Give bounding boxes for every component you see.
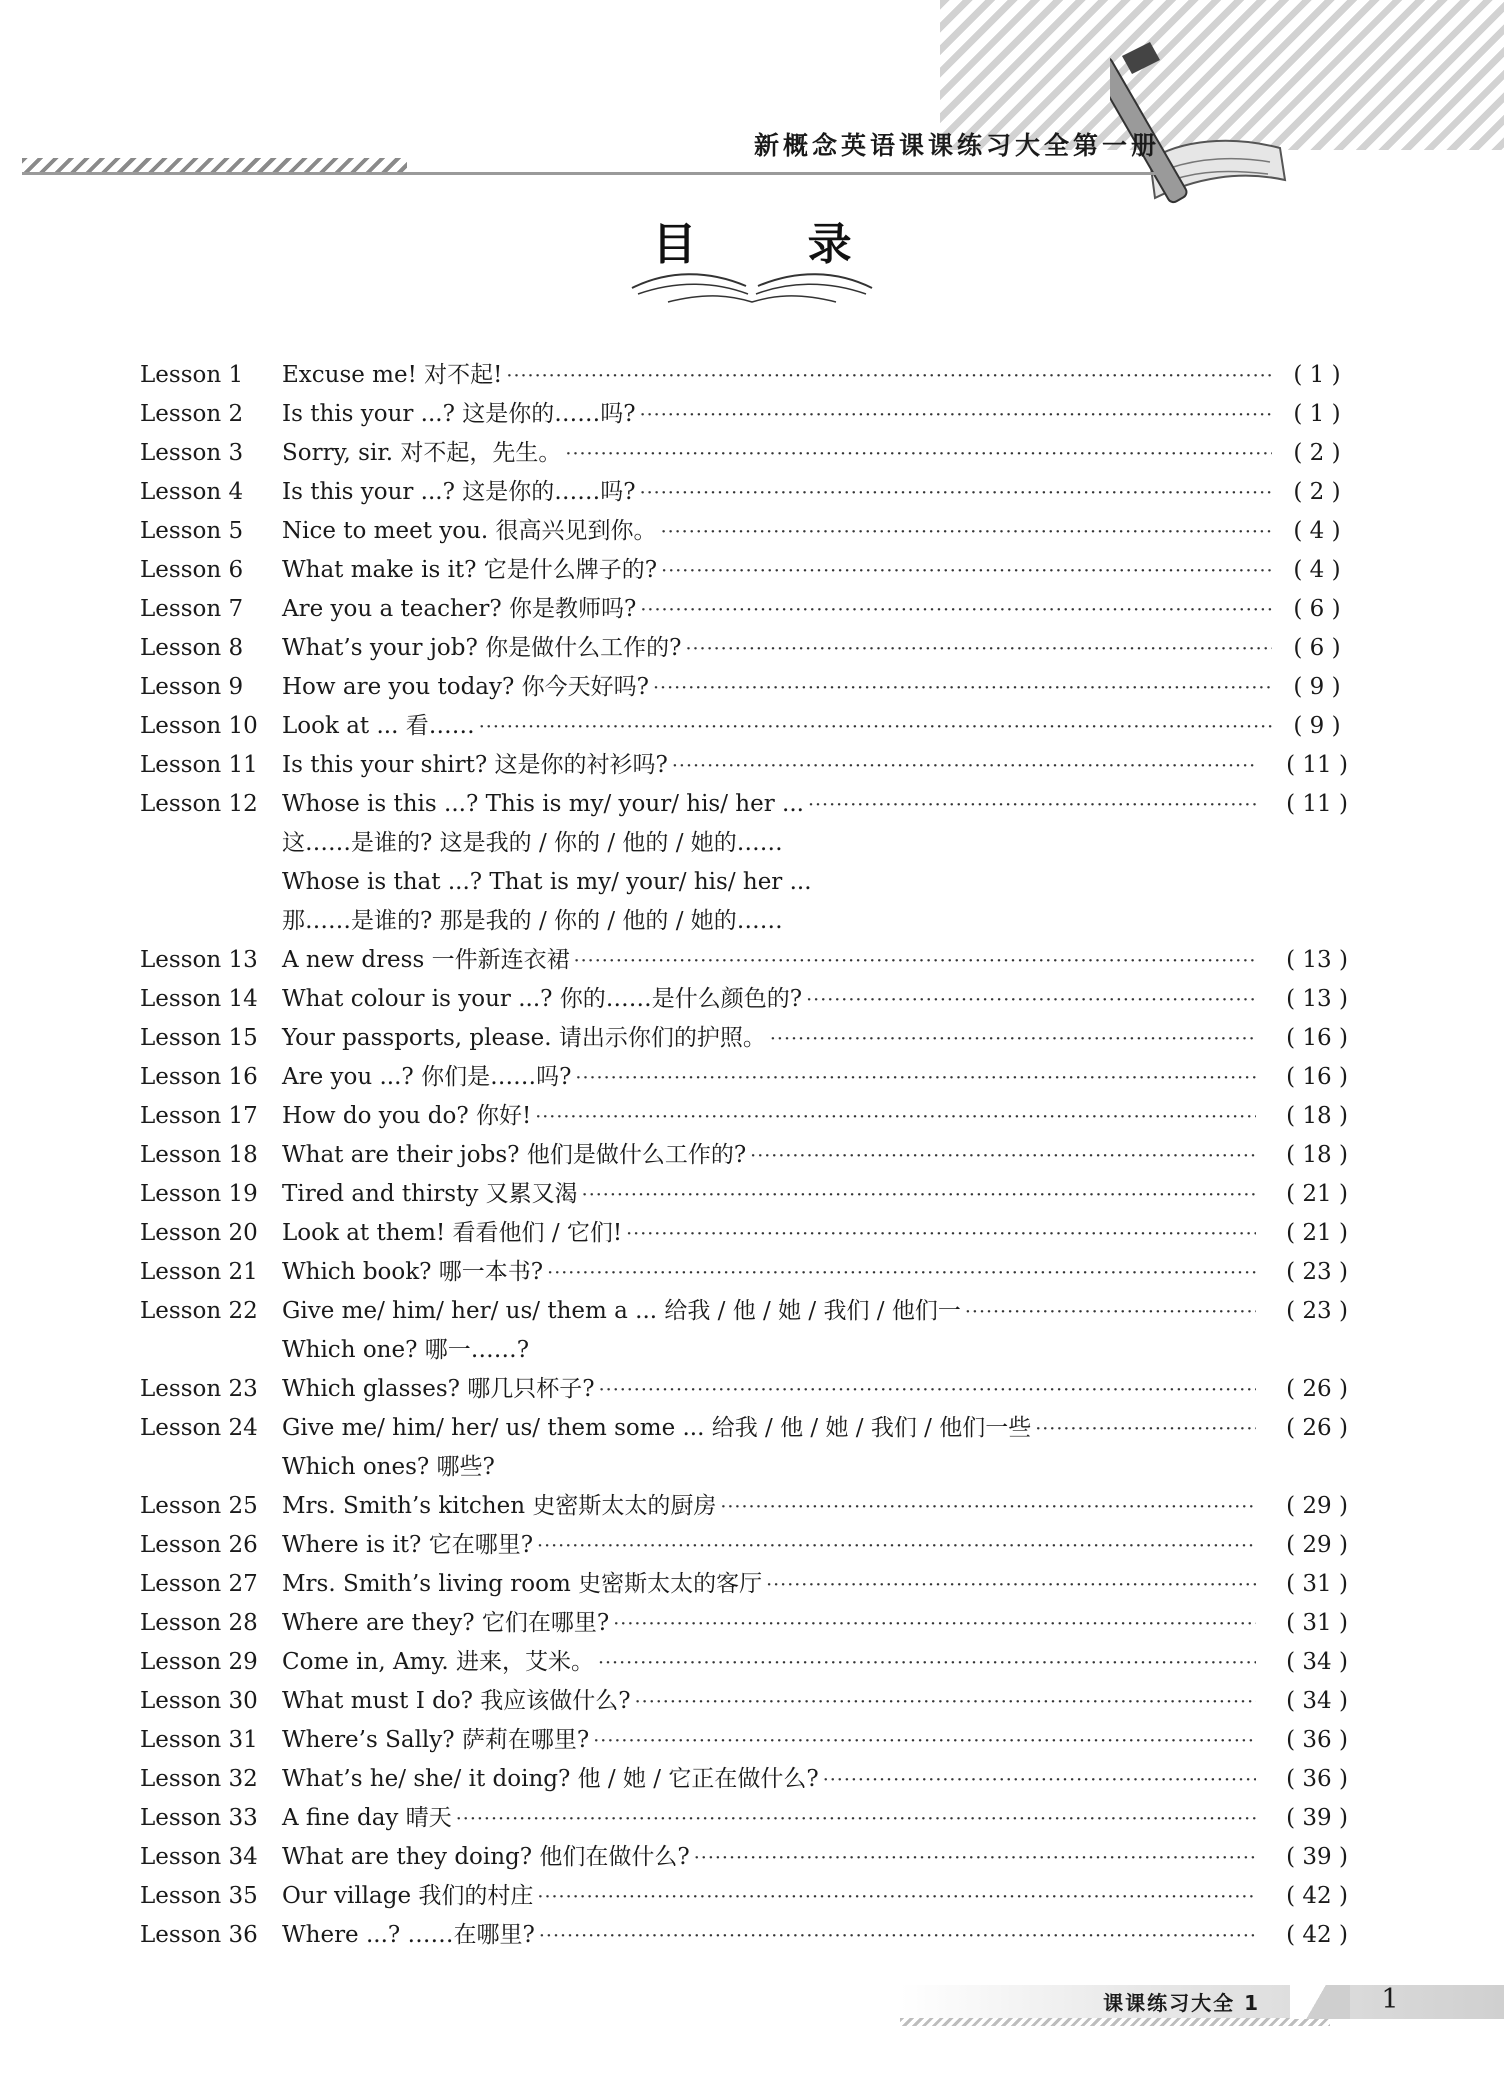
dot-leader xyxy=(694,1838,1256,1877)
page-ref: ( 2 ) xyxy=(1293,479,1341,505)
footer-tab-decoration xyxy=(1290,1985,1350,2019)
lesson-number: Lesson 12 xyxy=(140,791,258,817)
lesson-title: What’s your job? 你是做什么工作的? xyxy=(282,635,682,661)
toc-entry xyxy=(0,1799,1504,1838)
lesson-number: Lesson 25 xyxy=(140,1493,258,1519)
page-ref: ( 34 ) xyxy=(1286,1649,1348,1675)
lesson-title: Mrs. Smith’s kitchen 史密斯太太的厨房 xyxy=(282,1493,717,1519)
dot-leader xyxy=(720,1487,1256,1526)
lesson-title: How are you today? 你今天好吗? xyxy=(282,674,649,700)
page-ref: ( 4 ) xyxy=(1293,518,1341,544)
toc-entry xyxy=(0,1643,1504,1682)
page-ref: ( 36 ) xyxy=(1286,1766,1348,1792)
toc-entry-continuation xyxy=(0,863,1504,902)
lesson-number: Lesson 6 xyxy=(140,557,244,583)
flourish-ornament-icon xyxy=(628,266,876,308)
lesson-title: How do you do? 你好! xyxy=(282,1103,532,1129)
lesson-title: Which glasses? 哪几只杯子? xyxy=(282,1376,595,1402)
lesson-number: Lesson 30 xyxy=(140,1688,258,1714)
lesson-title: Look at them! 看看他们 / 它们! xyxy=(282,1220,623,1246)
lesson-number: Lesson 23 xyxy=(140,1376,258,1402)
lesson-title-continuation: Which one? 哪一……? xyxy=(282,1337,530,1363)
page-ref: ( 16 ) xyxy=(1286,1064,1348,1090)
dot-leader xyxy=(766,1565,1256,1604)
lesson-number: Lesson 3 xyxy=(140,440,244,466)
dot-leader xyxy=(593,1721,1256,1760)
page-ref: ( 16 ) xyxy=(1286,1025,1348,1051)
toc-entry xyxy=(0,1877,1504,1916)
dot-leader xyxy=(661,512,1272,551)
dot-leader xyxy=(640,395,1272,434)
lesson-title: What must I do? 我应该做什么? xyxy=(282,1688,631,1714)
toc-entry xyxy=(0,1214,1504,1253)
dot-leader xyxy=(613,1604,1256,1643)
dot-leader xyxy=(640,473,1272,512)
lesson-number: Lesson 2 xyxy=(140,401,244,427)
page-ref: ( 34 ) xyxy=(1286,1688,1348,1714)
page-ref: ( 2 ) xyxy=(1293,440,1341,466)
dot-leader xyxy=(582,1175,1256,1214)
header-left-stripe xyxy=(22,158,407,172)
page-ref: ( 29 ) xyxy=(1286,1493,1348,1519)
page-ref: ( 18 ) xyxy=(1286,1103,1348,1129)
toc-entry xyxy=(0,434,1504,473)
toc-entry xyxy=(0,395,1504,434)
page-ref: ( 21 ) xyxy=(1286,1181,1348,1207)
page-number: 1 xyxy=(1381,1984,1399,2015)
toc-entry xyxy=(0,1370,1504,1409)
page-ref: ( 9 ) xyxy=(1293,674,1341,700)
lesson-number: Lesson 26 xyxy=(140,1532,258,1558)
toc-entry xyxy=(0,941,1504,980)
lesson-number: Lesson 8 xyxy=(140,635,244,661)
lesson-title: Excuse me! 对不起! xyxy=(282,362,503,388)
toc-entry xyxy=(0,1916,1504,1955)
toc-entry-continuation xyxy=(0,1331,1504,1370)
dot-leader xyxy=(685,629,1272,668)
toc-entry xyxy=(0,668,1504,707)
toc-entry xyxy=(0,1097,1504,1136)
toc-entry xyxy=(0,1721,1504,1760)
dot-leader xyxy=(770,1019,1256,1058)
toc-entry xyxy=(0,1136,1504,1175)
dot-leader xyxy=(598,1643,1256,1682)
dot-leader xyxy=(479,707,1272,746)
page-ref: ( 1 ) xyxy=(1293,401,1341,427)
lesson-number: Lesson 14 xyxy=(140,986,258,1012)
lesson-number: Lesson 1 xyxy=(140,362,244,388)
lesson-number: Lesson 31 xyxy=(140,1727,258,1753)
dot-leader xyxy=(635,1682,1256,1721)
lesson-title: Your passports, please. 请出示你们的护照。 xyxy=(282,1025,766,1051)
toc-entry xyxy=(0,356,1504,395)
lesson-number: Lesson 22 xyxy=(140,1298,258,1324)
lesson-number: Lesson 10 xyxy=(140,713,258,739)
lesson-number: Lesson 7 xyxy=(140,596,244,622)
toc-entry-continuation xyxy=(0,1448,1504,1487)
dot-leader xyxy=(1035,1409,1256,1448)
toc-entry xyxy=(0,1487,1504,1526)
lesson-title: Sorry, sir. 对不起，先生。 xyxy=(282,440,562,466)
toc-entry xyxy=(0,551,1504,590)
toc-entry xyxy=(0,1760,1504,1799)
lesson-title: Give me/ him/ her/ us/ them some ... 给我 / 他 / 她 / 我们 / 他们一些 xyxy=(282,1415,1032,1441)
lesson-number: Lesson 16 xyxy=(140,1064,258,1090)
lesson-title: Look at ... 看…… xyxy=(282,713,475,739)
lesson-title: Tired and thirsty 又累又渴 xyxy=(282,1181,578,1207)
toc-entry xyxy=(0,629,1504,668)
dot-leader xyxy=(574,941,1256,980)
lesson-title: Nice to meet you. 很高兴见到你。 xyxy=(282,518,657,544)
lesson-title: Is this your ...? 这是你的……吗? xyxy=(282,479,636,505)
lesson-title: What are their jobs? 他们是做什么工作的? xyxy=(282,1142,747,1168)
header-rule xyxy=(22,172,1157,175)
table-of-contents xyxy=(0,356,1504,1955)
lesson-title-continuation: Whose is that ...? That is my/ your/ his/ her ... xyxy=(282,869,812,895)
lesson-number: Lesson 24 xyxy=(140,1415,258,1441)
lesson-number: Lesson 13 xyxy=(140,947,258,973)
lesson-title-continuation: Which ones? 哪些? xyxy=(282,1454,495,1480)
lesson-title: A new dress 一件新连衣裙 xyxy=(282,947,570,973)
page-title: 目 录 xyxy=(652,219,900,270)
toc-entry-continuation xyxy=(0,902,1504,941)
lesson-title-continuation: 这……是谁的? 这是我的 / 你的 / 他的 / 她的…… xyxy=(282,830,783,856)
lesson-title: Where are they? 它们在哪里? xyxy=(282,1610,610,1636)
toc-entry xyxy=(0,1175,1504,1214)
page-ref: ( 13 ) xyxy=(1286,947,1348,973)
toc-entry xyxy=(0,473,1504,512)
toc-entry xyxy=(0,512,1504,551)
dot-leader xyxy=(672,746,1256,785)
lesson-number: Lesson 4 xyxy=(140,479,244,505)
page-ref: ( 31 ) xyxy=(1286,1571,1348,1597)
dot-leader xyxy=(808,785,1256,824)
lesson-title: Is this your ...? 这是你的……吗? xyxy=(282,401,636,427)
lesson-number: Lesson 5 xyxy=(140,518,244,544)
lesson-number: Lesson 29 xyxy=(140,1649,258,1675)
lesson-number: Lesson 17 xyxy=(140,1103,258,1129)
page-ref: ( 29 ) xyxy=(1286,1532,1348,1558)
dot-leader xyxy=(653,668,1272,707)
lesson-number: Lesson 21 xyxy=(140,1259,258,1285)
lesson-title: Where is it? 它在哪里? xyxy=(282,1532,534,1558)
toc-entry xyxy=(0,707,1504,746)
toc-entry xyxy=(0,1604,1504,1643)
lesson-number: Lesson 28 xyxy=(140,1610,258,1636)
toc-entry xyxy=(0,1565,1504,1604)
page-ref: ( 11 ) xyxy=(1286,791,1348,817)
lesson-title: Where’s Sally? 萨莉在哪里? xyxy=(282,1727,590,1753)
toc-entry xyxy=(0,590,1504,629)
dot-leader xyxy=(750,1136,1256,1175)
lesson-title: Are you a teacher? 你是教师吗? xyxy=(282,596,637,622)
dot-leader xyxy=(539,1916,1256,1955)
lesson-number: Lesson 27 xyxy=(140,1571,258,1597)
page-ref: ( 36 ) xyxy=(1286,1727,1348,1753)
page-ref: ( 6 ) xyxy=(1293,635,1341,661)
lesson-title: Mrs. Smith’s living room 史密斯太太的客厅 xyxy=(282,1571,763,1597)
page-ref: ( 42 ) xyxy=(1286,1883,1348,1909)
lesson-number: Lesson 19 xyxy=(140,1181,258,1207)
lesson-number: Lesson 15 xyxy=(140,1025,258,1051)
lesson-title: Are you ...? 你们是……吗? xyxy=(282,1064,572,1090)
toc-entry xyxy=(0,1526,1504,1565)
toc-entry-continuation xyxy=(0,824,1504,863)
toc-entry xyxy=(0,1409,1504,1448)
lesson-title: What make is it? 它是什么牌子的? xyxy=(282,557,658,583)
dot-leader xyxy=(547,1253,1256,1292)
lesson-title: What colour is your ...? 你的……是什么颜色的? xyxy=(282,986,803,1012)
lesson-title-continuation: 那……是谁的? 那是我的 / 你的 / 他的 / 她的…… xyxy=(282,908,783,934)
lesson-number: Lesson 18 xyxy=(140,1142,258,1168)
page-ref: ( 26 ) xyxy=(1286,1376,1348,1402)
page-ref: ( 23 ) xyxy=(1286,1298,1348,1324)
page-ref: ( 26 ) xyxy=(1286,1415,1348,1441)
toc-entry xyxy=(0,1292,1504,1331)
dot-leader xyxy=(506,356,1272,395)
lesson-title: A fine day 晴天 xyxy=(282,1805,452,1831)
dot-leader xyxy=(599,1370,1256,1409)
dot-leader xyxy=(661,551,1272,590)
page-ref: ( 6 ) xyxy=(1293,596,1341,622)
toc-entry xyxy=(0,1253,1504,1292)
toc-entry xyxy=(0,1838,1504,1877)
lesson-title: What’s he/ she/ it doing? 他 / 她 / 它正在做什么? xyxy=(282,1766,819,1792)
page-ref: ( 31 ) xyxy=(1286,1610,1348,1636)
lesson-number: Lesson 36 xyxy=(140,1922,258,1948)
page-ref: ( 23 ) xyxy=(1286,1259,1348,1285)
lesson-number: Lesson 33 xyxy=(140,1805,258,1831)
toc-entry xyxy=(0,980,1504,1019)
page-ref: ( 21 ) xyxy=(1286,1220,1348,1246)
toc-entry xyxy=(0,785,1504,824)
dot-leader xyxy=(537,1526,1256,1565)
page-ref: ( 4 ) xyxy=(1293,557,1341,583)
lesson-title: Our village 我们的村庄 xyxy=(282,1883,534,1909)
dot-leader xyxy=(535,1097,1256,1136)
book-title: 新概念英语课课练习大全第一册 xyxy=(753,131,1160,160)
lesson-title: Come in, Amy. 进来，艾米。 xyxy=(282,1649,594,1675)
dot-leader xyxy=(806,980,1256,1019)
footer-label: 课课练习大全 1 xyxy=(1103,1991,1260,2015)
lesson-title: What are they doing? 他们在做什么? xyxy=(282,1844,690,1870)
footer-stripe xyxy=(900,2018,1330,2026)
page-ref: ( 39 ) xyxy=(1286,1844,1348,1870)
lesson-number: Lesson 34 xyxy=(140,1844,258,1870)
lesson-number: Lesson 32 xyxy=(140,1766,258,1792)
page-ref: ( 1 ) xyxy=(1293,362,1341,388)
dot-leader xyxy=(537,1877,1256,1916)
dot-leader xyxy=(456,1799,1256,1838)
toc-entry xyxy=(0,1019,1504,1058)
quill-pen-icon xyxy=(1110,30,1300,210)
page-ref: ( 18 ) xyxy=(1286,1142,1348,1168)
lesson-title: Which book? 哪一本书? xyxy=(282,1259,544,1285)
lesson-title: Whose is this ...? This is my/ your/ his/ her ... xyxy=(282,791,804,817)
dot-leader xyxy=(965,1292,1256,1331)
lesson-number: Lesson 35 xyxy=(140,1883,258,1909)
dot-leader xyxy=(565,434,1272,473)
dot-leader xyxy=(626,1214,1256,1253)
lesson-title: Is this your shirt? 这是你的衬衫吗? xyxy=(282,752,668,778)
toc-entry xyxy=(0,746,1504,785)
lesson-title: Give me/ him/ her/ us/ them a ... 给我 / 他 / 她 / 我们 / 他们一 xyxy=(282,1298,961,1324)
lesson-number: Lesson 11 xyxy=(140,752,258,778)
toc-entry xyxy=(0,1682,1504,1721)
page-ref: ( 9 ) xyxy=(1293,713,1341,739)
page-ref: ( 13 ) xyxy=(1286,986,1348,1012)
dot-leader xyxy=(823,1760,1256,1799)
lesson-number: Lesson 20 xyxy=(140,1220,258,1246)
lesson-number: Lesson 9 xyxy=(140,674,244,700)
toc-entry xyxy=(0,1058,1504,1097)
page-ref: ( 39 ) xyxy=(1286,1805,1348,1831)
dot-leader xyxy=(640,590,1272,629)
page-ref: ( 42 ) xyxy=(1286,1922,1348,1948)
lesson-title: Where ...? ……在哪里? xyxy=(282,1922,535,1948)
dot-leader xyxy=(575,1058,1256,1097)
page-ref: ( 11 ) xyxy=(1286,752,1348,778)
